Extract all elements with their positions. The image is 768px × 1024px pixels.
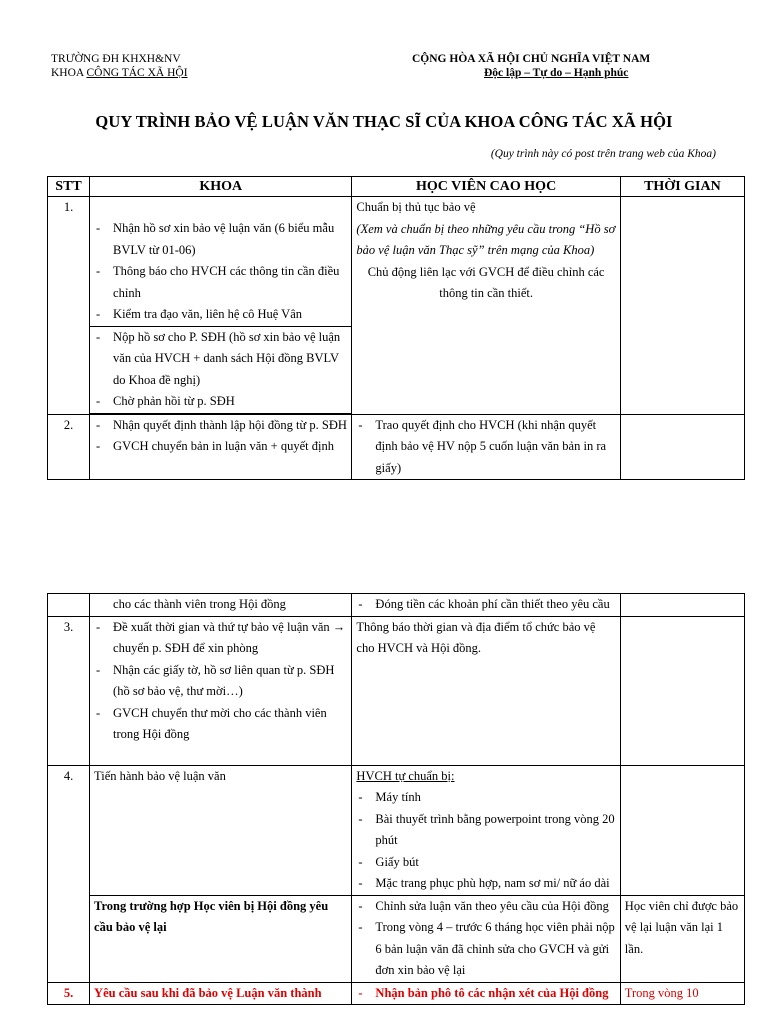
header-stt: STT	[48, 177, 90, 197]
khoa-text: cho các thành viên trong Hội đồng	[113, 597, 286, 611]
list-item: - Nộp hồ sơ cho P. SĐH (hồ sơ xin bảo vệ luận văn của HVCH + danh sách Hội đồng BVLV do Khoa đề nghị)	[94, 327, 347, 392]
khoa-list	[94, 415, 347, 458]
national-title: CỘNG HÒA XÃ HỘI CHỦ NGHĨA VIỆT NAM	[412, 53, 651, 65]
hv-list	[356, 594, 615, 616]
list-item: - Giấy bút	[356, 852, 615, 874]
stt-cell: 5.	[48, 982, 90, 1005]
hv-list	[356, 896, 615, 982]
header-thoigian: THỜI GIAN	[620, 177, 744, 197]
time-cell	[620, 594, 744, 617]
process-table-part-2	[47, 593, 745, 1005]
faculty-name: KHOA CÔNG TÁC XÃ HỘI	[51, 67, 188, 79]
list-item: - Chỉnh sửa luận văn theo yêu cầu của Hội đồng	[356, 896, 615, 918]
list-item: - Chờ phản hồi từ p. SĐH	[94, 391, 347, 413]
stt-cell: 1.	[48, 197, 90, 415]
list-item: - Đề xuất thời gian và thứ tự bảo vệ luận văn → chuyển p. SĐH để xin phòng	[94, 617, 347, 660]
table-row	[48, 895, 745, 982]
hv-list	[356, 787, 615, 895]
list-item: - Nhận các giấy tờ, hồ sơ liên quan từ p. SĐH (hồ sơ bảo vệ, thư mời…)	[94, 660, 347, 703]
header-khoa: KHOA	[90, 177, 352, 197]
time-cell	[620, 414, 744, 480]
khoa-cell	[90, 982, 352, 1005]
khoa-cell	[90, 765, 352, 895]
school-header	[51, 52, 188, 80]
list-item: - Trao quyết định cho HVCH (khi nhận quyết định bảo vệ HV nộp 5 cuốn luận văn bản in ra giấy)	[356, 415, 615, 480]
hocvien-cell	[352, 765, 620, 895]
table-row	[48, 982, 745, 1005]
list-item: - GVCH chuyển bản in luận văn + quyết định	[94, 436, 347, 458]
hv-text: Thông báo thời gian và địa điểm tổ chức bảo vệ cho HVCH và Hội đồng.	[356, 619, 596, 655]
national-header	[412, 52, 650, 80]
khoa-red-text: Yêu cầu sau khi đã bảo vệ Luận văn thành	[94, 985, 322, 1000]
khoa-boxed-list	[94, 327, 347, 413]
hv-list	[356, 415, 615, 480]
header-hocvien: HỌC VIÊN CAO HỌC	[352, 177, 620, 197]
time-cell	[620, 197, 744, 415]
khoa-cell	[90, 616, 352, 765]
khoa-text: Tiến hành bảo vệ luận văn	[94, 768, 226, 783]
list-item: - Trong vòng 4 – trước 6 tháng học viên phải nộp 6 bản luận văn đã chỉnh sửa cho GVCH và gửi đơn xin bảo vệ lại	[356, 917, 615, 982]
list-item: - Nhận bản phô tô các nhận xét của Hội đồng	[356, 983, 615, 1005]
time-cell	[620, 616, 744, 765]
stt-cell: 2.	[48, 414, 90, 480]
time-cell	[620, 982, 744, 1005]
list-item: - Đóng tiền các khoản phí cần thiết theo yêu cầu	[356, 594, 615, 616]
table-header-row	[48, 177, 745, 197]
khoa-cell	[90, 197, 352, 415]
hv-center-text: Chủ động liên lạc với GVCH để điều chỉnh các thông tin cần thiết.	[367, 264, 605, 300]
process-table-part-1	[47, 176, 745, 480]
list-item: - Mặc trang phục phù hợp, nam sơ mi/ nữ áo dài	[356, 873, 615, 895]
hocvien-cell	[352, 982, 620, 1005]
school-name: TRƯỜNG ĐH KHXH&NV	[51, 53, 181, 65]
hv-heading: HVCH tự chuẩn bị:	[356, 768, 455, 783]
hocvien-cell	[352, 616, 620, 765]
table-row	[48, 616, 745, 765]
stt-cell: 3.	[48, 616, 90, 765]
khoa-cell	[90, 895, 352, 982]
hocvien-cell	[352, 197, 620, 415]
hv-line: Chuẩn bị thủ tục bảo vệ	[356, 200, 476, 214]
list-item: - Thông báo cho HVCH các thông tin cần điều chỉnh	[94, 261, 347, 304]
time-text: Học viên chỉ được bảo vệ lại luận văn lại 1 lần.	[624, 898, 739, 956]
khoa-list	[94, 218, 347, 326]
hocvien-cell	[352, 895, 620, 982]
table-row	[48, 414, 745, 480]
khoa-cell	[90, 414, 352, 480]
document-title: QUY TRÌNH BẢO VỆ LUẬN VĂN THẠC SĨ CỦA KHOA CÔNG TÁC XÃ HỘI	[95, 112, 673, 131]
hv-italic-note: (Xem và chuẩn bị theo những yêu cầu trong “Hồ sơ bảo vệ luận văn Thạc sỹ” trên mạng của Khoa)	[356, 221, 616, 257]
document-note: (Quy trình này có post trên trang web của Khoa)	[490, 148, 716, 160]
list-item: - Nhận quyết định thành lập hội đồng từ p. SĐH	[94, 415, 347, 437]
list-item: - Máy tính	[356, 787, 615, 809]
khoa-cell	[90, 594, 352, 617]
national-motto: Độc lập – Tự do – Hạnh phúc	[484, 67, 629, 79]
khoa-list	[94, 617, 347, 746]
hv-list	[356, 983, 615, 1005]
hocvien-cell	[352, 594, 620, 617]
stt-cell: 4.	[48, 765, 90, 982]
list-item: - GVCH chuyển thư mời cho các thành viên trong Hội đồng	[94, 703, 347, 746]
hocvien-cell	[352, 414, 620, 480]
time-cell	[620, 895, 744, 982]
khoa-bold-text: Trong trường hợp Học viên bị Hội đồng yêu cầu bảo vệ lại	[94, 898, 329, 934]
list-item: - Nhận hồ sơ xin bảo vệ luận văn (6 biểu mẫu BVLV từ 01-06)	[94, 218, 347, 261]
list-item: - Bài thuyết trình bằng powerpoint trong vòng 20 phút	[356, 809, 615, 852]
time-cell	[620, 765, 744, 895]
highlight-box	[89, 326, 352, 414]
table-row	[48, 594, 745, 617]
table-row	[48, 197, 745, 415]
table-row	[48, 765, 745, 895]
stt-cell	[48, 594, 90, 617]
list-item: - Kiểm tra đạo văn, liên hệ cô Huệ Vân	[94, 304, 347, 326]
time-text: Trong vòng 10	[624, 985, 699, 1000]
